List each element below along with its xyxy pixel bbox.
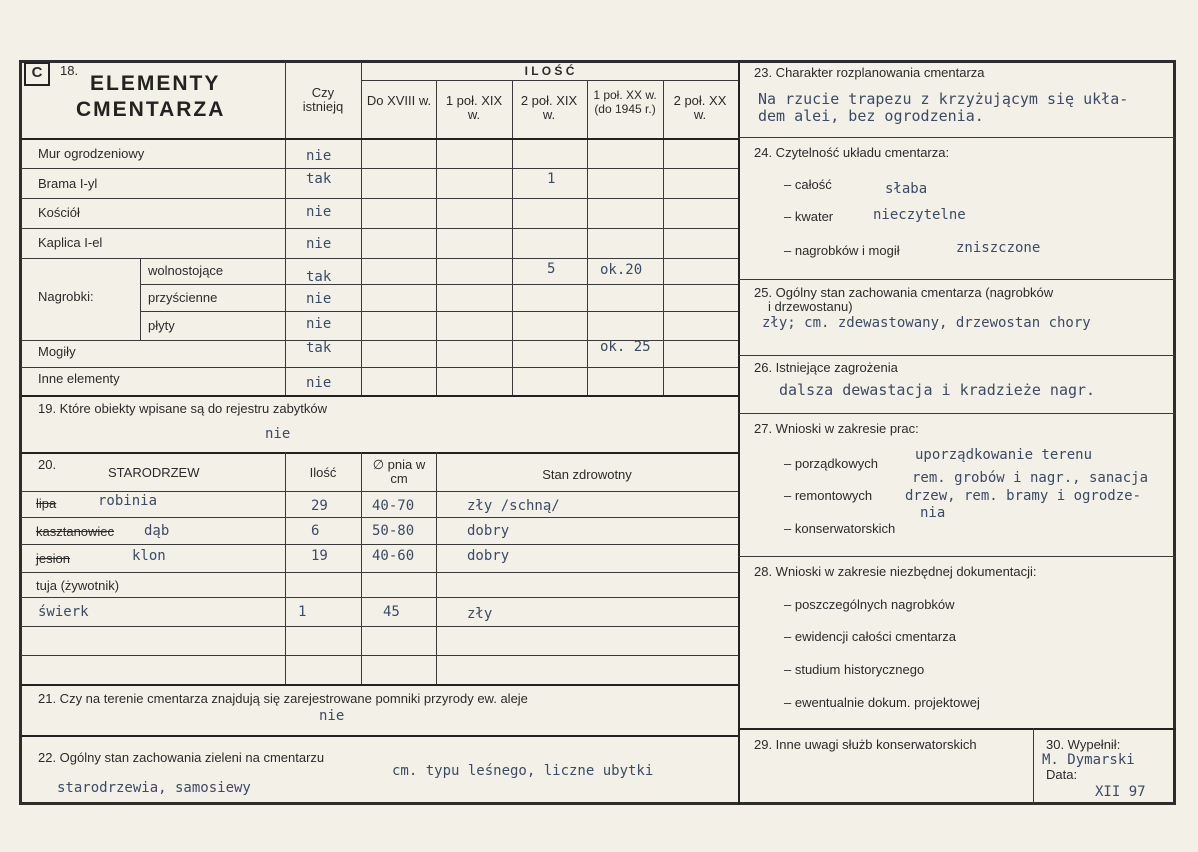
s27-remontowych-value-line2: drzew, rem. bramy i ogrodze- bbox=[905, 488, 1142, 504]
s24-calosc-value: słaba bbox=[885, 181, 928, 197]
s30-name: M. Dymarski bbox=[1042, 752, 1135, 768]
column-divider bbox=[738, 60, 740, 805]
s24-label: 24. Czytelność układu cmentarza: bbox=[754, 145, 950, 160]
value-przyscienne: nie bbox=[306, 291, 332, 307]
s20-tree-1-state: zły /schną/ bbox=[467, 498, 560, 514]
s20-tree-3-state: dobry bbox=[467, 548, 510, 564]
s20-printed-tuja: tuja (żywotnik) bbox=[36, 578, 120, 593]
s20-tree-2-qty: 6 bbox=[311, 523, 320, 539]
s27-remontowych-value-line3: nia bbox=[920, 505, 946, 521]
s20-printed-kasztanowiec: kasztanowiec bbox=[36, 524, 115, 539]
s26-value: dalsza dewastacja i kradzieże nagr. bbox=[779, 381, 1096, 399]
s20-header-ilosc: Ilość bbox=[309, 465, 337, 480]
value-kosciol: nie bbox=[306, 204, 332, 220]
s20-header-pnia: ∅ pnia w cm bbox=[372, 457, 426, 486]
header-1pol-xx: 1 poł. XX w. (do 1945 r.) bbox=[593, 88, 657, 116]
value-kaplica: nie bbox=[306, 236, 332, 252]
row-wolnostojace: wolnostojące bbox=[148, 263, 224, 278]
s25-label-line1: 25. Ogólny stan zachowania cmentarza (nagrobków bbox=[754, 285, 1054, 300]
value-mogily: tak bbox=[306, 340, 332, 356]
value-brama-2pol-xix: 1 bbox=[547, 171, 556, 187]
s19-label: 19. Które obiekty wpisane są do rejestru zabytków bbox=[38, 401, 328, 416]
row-brama: Brama I-yl bbox=[38, 176, 98, 191]
header-ilosc: I L O Ś Ć bbox=[524, 64, 575, 78]
s20-tree-2-state: dobry bbox=[467, 523, 510, 539]
s24-kwater-label: – kwater bbox=[784, 209, 834, 224]
s28-item-2: – ewidencji całości cmentarza bbox=[784, 629, 956, 644]
header-2pol-xx: 2 poł. XX w. bbox=[673, 93, 727, 122]
s27-konserwatorskich-label: – konserwatorskich bbox=[784, 521, 896, 536]
s24-calosc-label: – całość bbox=[784, 177, 832, 192]
row-nagrobki: Nagrobki: bbox=[38, 289, 94, 304]
s19-value: nie bbox=[265, 426, 291, 442]
s20-header-stan: Stan zdrowotny bbox=[542, 467, 632, 482]
row-przyscienne: przyścienne bbox=[148, 290, 218, 305]
row-mur: Mur ogrodzeniowy bbox=[38, 146, 145, 161]
s27-remontowych-label: – remontowych bbox=[784, 488, 873, 503]
section-letter-box: C bbox=[24, 62, 50, 86]
s20-tree-1-name: robinia bbox=[98, 493, 158, 509]
s20-tree-3-name: klon bbox=[132, 548, 166, 564]
s18-number: 18. bbox=[60, 63, 79, 78]
s22-value-line1: cm. typu leśnego, liczne ubytki bbox=[392, 763, 654, 779]
s21-value: nie bbox=[319, 708, 345, 724]
s20-printed-jesion: jesion bbox=[36, 551, 70, 566]
s25-value: zły; cm. zdewastowany, drzewostan chory bbox=[762, 315, 1091, 331]
row-inne: Inne elementy bbox=[38, 371, 120, 386]
header-2pol-xix: 2 poł. XIX w. bbox=[520, 93, 578, 122]
s28-item-4: – ewentualnie dokum. projektowej bbox=[784, 695, 980, 710]
s24-nagrobkow-label: – nagrobków i mogił bbox=[784, 243, 900, 258]
value-mogily-1pol-xx: ok. 25 bbox=[600, 339, 651, 355]
s20-printed-lipa: lipa bbox=[36, 496, 57, 511]
s20-tree-4-qty: 1 bbox=[298, 604, 307, 620]
s20-header-starodrzew: STARODRZEW bbox=[108, 465, 200, 480]
value-wolnostojace: tak bbox=[306, 269, 332, 285]
s26-label: 26. Istniejące zagrożenia bbox=[754, 360, 898, 375]
s18-title-line1: ELEMENTY bbox=[90, 72, 221, 95]
row-kosciol: Kościół bbox=[38, 205, 80, 220]
row-kaplica: Kaplica I-el bbox=[38, 235, 103, 250]
value-wolno-2pol-xix: 5 bbox=[547, 261, 556, 277]
s28-label: 28. Wnioski w zakresie niezbędnej dokumentacji: bbox=[754, 564, 1037, 579]
value-plyty: nie bbox=[306, 316, 332, 332]
s23-value-line1: Na rzucie trapezu z krzyżującym się ukła- bbox=[758, 90, 1129, 108]
s22-value-line2: starodrzewia, samosiewy bbox=[57, 780, 251, 796]
s24-kwater-value: nieczytelne bbox=[873, 207, 966, 223]
s30-label: 30. Wypełnił: bbox=[1046, 737, 1121, 752]
s22-label: 22. Ogólny stan zachowania zieleni na cmentarzu bbox=[38, 750, 325, 765]
s27-remontowych-value-line1: rem. grobów i nagr., sanacja bbox=[912, 470, 1149, 486]
row-mogily: Mogiły bbox=[38, 344, 76, 359]
s28-item-3: – studium historycznego bbox=[784, 662, 925, 677]
s27-porzadkowych-label: – porządkowych bbox=[784, 456, 878, 471]
header-czy-istnieje: Czy istniejq bbox=[302, 85, 344, 114]
value-wolno-1pol-xx: ok.20 bbox=[600, 262, 643, 278]
s23-label: 23. Charakter rozplanowania cmentarza bbox=[754, 65, 985, 80]
value-brama: tak bbox=[306, 171, 332, 187]
s30-date-value: XII 97 bbox=[1095, 784, 1146, 800]
header-do-xviii: Do XVIII w. bbox=[366, 93, 432, 108]
s20-tree-3-qty: 19 bbox=[311, 548, 328, 564]
s21-label: 21. Czy na terenie cmentarza znajdują się zarejestrowane pomniki przyrody ew. aleje bbox=[38, 691, 528, 706]
value-mur: nie bbox=[306, 148, 332, 164]
s24-nagrobkow-value: zniszczone bbox=[956, 240, 1041, 256]
s20-tree-2-name: dąb bbox=[144, 523, 170, 539]
s20-tree-1-qty: 29 bbox=[311, 498, 328, 514]
s20-tree-4-state: zły bbox=[467, 606, 493, 622]
s20-tree-4-diam: 45 bbox=[383, 604, 400, 620]
s18-title-line2: CMENTARZA bbox=[76, 98, 226, 121]
header-1pol-xix: 1 poł. XIX w. bbox=[445, 93, 503, 122]
s20-tree-2-diam: 50-80 bbox=[372, 523, 415, 539]
s29-label: 29. Inne uwagi służb konserwatorskich bbox=[754, 737, 977, 752]
s27-porzadkowych-value: uporządkowanie terenu bbox=[915, 447, 1093, 463]
s20-tree-1-diam: 40-70 bbox=[372, 498, 415, 514]
s30-date-label: Data: bbox=[1046, 767, 1078, 782]
value-inne: nie bbox=[306, 375, 332, 391]
s20-tree-3-diam: 40-60 bbox=[372, 548, 415, 564]
s25-label-line2: i drzewostanu) bbox=[768, 299, 853, 314]
s20-tree-4-name: świerk bbox=[38, 604, 89, 620]
s27-label: 27. Wnioski w zakresie prac: bbox=[754, 421, 919, 436]
row-plyty: płyty bbox=[148, 318, 175, 333]
s20-number: 20. bbox=[38, 457, 57, 472]
s28-item-1: – poszczególnych nagrobków bbox=[784, 597, 955, 612]
s23-value-line2: dem alei, bez ogrodzenia. bbox=[758, 107, 984, 125]
